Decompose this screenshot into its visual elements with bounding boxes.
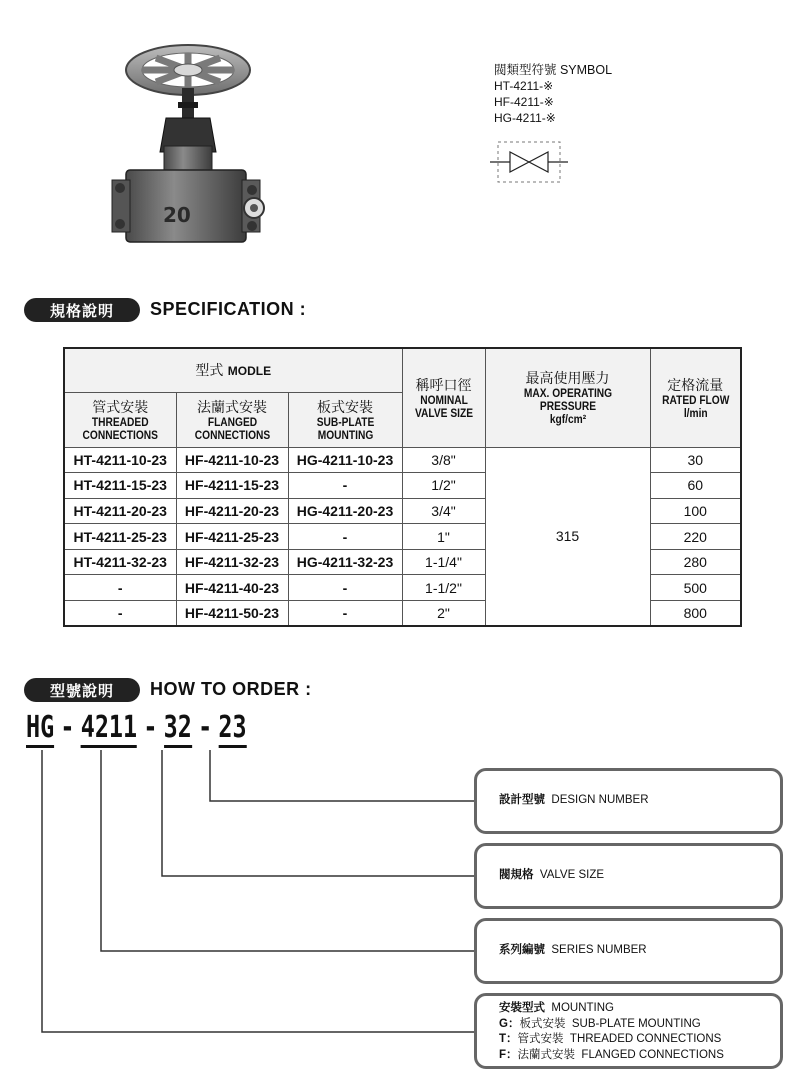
code-design-number: 23 [218, 711, 246, 748]
spec-section-pill: 規格說明 [24, 298, 140, 322]
cell-flanged-model: HF-4211-20-23 [176, 498, 288, 524]
order-section-pill: 型號說明 [24, 678, 140, 702]
cell-flanged-model: HF-4211-50-23 [176, 601, 288, 627]
header-rated-flow: 定格流量 RATED FLOW l/min [650, 348, 741, 447]
mounting-label-zh: 安裝型式 [499, 1002, 545, 1014]
cell-size: 2" [402, 601, 485, 627]
cell-subplate-model: - [288, 575, 402, 601]
cell-flow: 60 [650, 473, 741, 499]
cell-size: 3/8" [402, 447, 485, 473]
cell-threaded-model: HT-4211-20-23 [64, 498, 176, 524]
cell-threaded-model: HT-4211-32-23 [64, 549, 176, 575]
cell-size: 1-1/4" [402, 549, 485, 575]
code-series-prefix: HG [26, 711, 54, 748]
symbol-block [494, 62, 612, 126]
design-number-label-zh: 設計型號 [499, 794, 545, 807]
cell-subplate-model: - [288, 601, 402, 627]
symbol-model: HG-4211-※ [494, 111, 556, 125]
cell-flanged-model: HF-4211-10-23 [176, 447, 288, 473]
valve-product-image [108, 40, 278, 260]
cell-flow: 30 [650, 447, 741, 473]
header-nominal-size: 稱呼口徑 NOMINAL VALVE SIZE [402, 348, 485, 447]
cell-flanged-model: HF-4211-15-23 [176, 473, 288, 499]
code-dash: - [60, 710, 75, 745]
header-max-pressure: 最高使用壓力 MAX. OPERATING PRESSURE kgf/cm² [485, 348, 650, 447]
cell-threaded-model: HT-4211-10-23 [64, 447, 176, 473]
code-valve-size: 32 [164, 711, 192, 748]
spec-table [63, 347, 742, 627]
cell-flow: 280 [650, 549, 741, 575]
order-section-title: HOW TO ORDER : [150, 679, 312, 699]
valve-size-mark: 20 [163, 203, 191, 227]
cell-flanged-model: HF-4211-40-23 [176, 575, 288, 601]
header-model: 型式 MODLE [64, 348, 402, 392]
series-number-label-zh: 系列編號 [499, 944, 545, 957]
cell-subplate-model: HG-4211-32-23 [288, 549, 402, 575]
cell-flow: 100 [650, 498, 741, 524]
code-dash: - [198, 710, 213, 745]
cell-size: 3/4" [402, 498, 485, 524]
cell-subplate-model: HG-4211-10-23 [288, 447, 402, 473]
valve-size-label-en: VALVE SIZE [539, 869, 605, 882]
cell-flow: 800 [650, 601, 741, 627]
code-dash: - [143, 710, 158, 745]
symbol-model: HF-4211-※ [494, 95, 554, 109]
spec-section-title: SPECIFICATION : [150, 299, 307, 319]
header-flanged: 法蘭式安裝 FLANGED CONNECTIONS [176, 392, 288, 447]
design-number-label-en: DESIGN NUMBER [551, 794, 649, 807]
mounting-box [474, 993, 783, 1069]
valve-symbol-icon [490, 140, 568, 184]
cell-size: 1/2" [402, 473, 485, 499]
mounting-option: F：法蘭式安裝 FLANGED CONNECTIONS [499, 1048, 724, 1061]
valve-size-label-zh: 閥規格 [499, 869, 534, 882]
mounting-option: G：板式安裝 SUB-PLATE MOUNTING [499, 1017, 701, 1030]
cell-flow: 220 [650, 524, 741, 550]
table-row [64, 447, 741, 473]
order-code [26, 710, 247, 748]
cell-subplate-model: - [288, 473, 402, 499]
cell-subplate-model: - [288, 524, 402, 550]
cell-size: 1" [402, 524, 485, 550]
cell-threaded-model: - [64, 575, 176, 601]
cell-threaded-model: HT-4211-15-23 [64, 473, 176, 499]
series-number-label-en: SERIES NUMBER [551, 944, 647, 957]
cell-size: 1-1/2" [402, 575, 485, 601]
valve-size-box [474, 843, 783, 909]
cell-pressure: 315 [485, 447, 650, 626]
symbol-model: HT-4211-※ [494, 79, 554, 93]
cell-threaded-model: HT-4211-25-23 [64, 524, 176, 550]
code-series-number: 4211 [81, 711, 137, 748]
cell-flanged-model: HF-4211-32-23 [176, 549, 288, 575]
cell-threaded-model: - [64, 601, 176, 627]
cell-subplate-model: HG-4211-20-23 [288, 498, 402, 524]
mounting-option: T：管式安裝 THREADED CONNECTIONS [499, 1033, 722, 1045]
cell-flow: 500 [650, 575, 741, 601]
header-threaded: 管式安裝 THREADED CONNECTIONS [64, 392, 176, 447]
header-subplate: 板式安裝 SUB-PLATE MOUNTING [288, 392, 402, 447]
series-number-box [474, 918, 783, 984]
design-number-box [474, 768, 783, 834]
cell-flanged-model: HF-4211-25-23 [176, 524, 288, 550]
mounting-label-en: MOUNTING [551, 1002, 614, 1014]
symbol-title: 閥類型符號 SYMBOL [494, 63, 613, 77]
